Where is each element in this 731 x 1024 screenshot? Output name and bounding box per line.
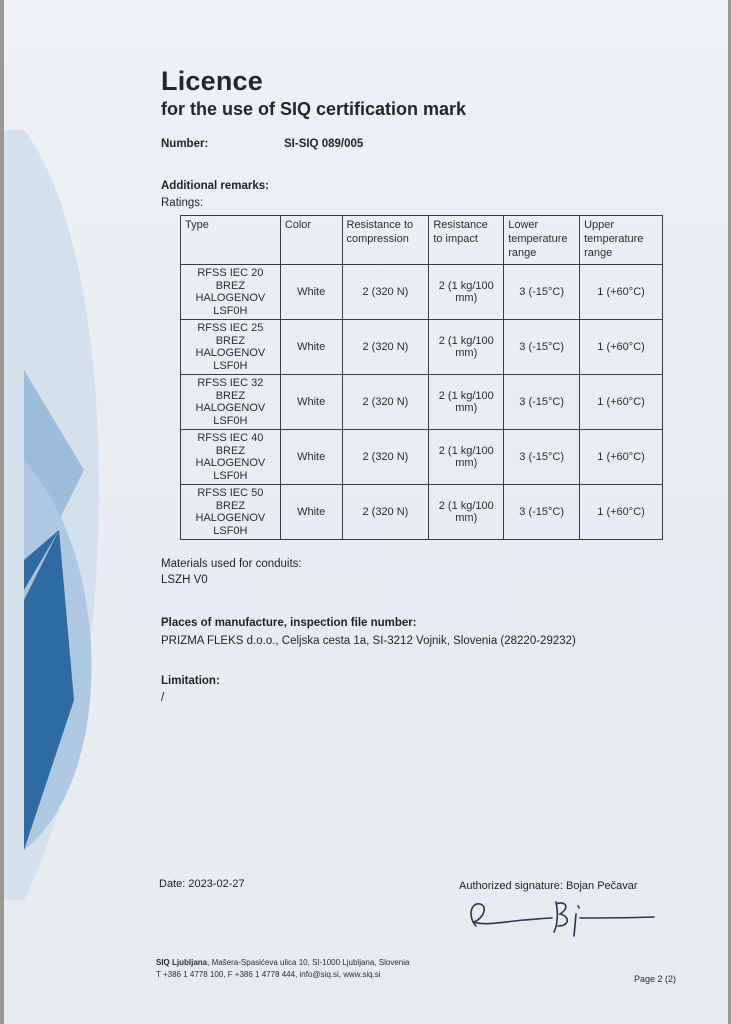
handwritten-signature (462, 896, 662, 940)
cell-upper-temp: 1 (+60°C) (580, 265, 663, 320)
cell-lower-temp: 3 (-15°C) (504, 320, 580, 375)
licence-title: Licence (161, 66, 263, 96)
footer-address (156, 958, 409, 967)
table-row (181, 485, 663, 540)
cell-type: RFSS IEC 40 BREZ HALOGENOV LSF0H (181, 430, 281, 485)
ratings-table (180, 215, 663, 540)
materials-value: LSZH V0 (161, 574, 208, 586)
cell-color: White (280, 320, 342, 375)
cell-lower-temp: 3 (-15°C) (504, 485, 580, 540)
header-upper-temp: Upper temperature range (580, 216, 663, 265)
footer-org: SIQ Ljubljana (156, 958, 208, 967)
number-label: Number: (161, 138, 209, 150)
cell-impact: 2 (1 kg/100 mm) (429, 430, 504, 485)
limitation-label: Limitation: (161, 675, 220, 687)
cell-color: White (280, 265, 342, 320)
manufacture-value: PRIZMA FLEKS d.o.o., Celjska cesta 1a, SI-3212 Vojnik, Slovenia (28220-29232) (161, 635, 576, 647)
header-color: Color (280, 216, 342, 265)
cell-compression: 2 (320 N) (342, 485, 429, 540)
cell-upper-temp: 1 (+60°C) (580, 375, 663, 430)
cell-impact: 2 (1 kg/100 mm) (429, 265, 504, 320)
issue-date: Date: 2023-02-27 (159, 878, 245, 890)
table-header-row (181, 216, 663, 265)
cell-type: RFSS IEC 50 BREZ HALOGENOV LSF0H (181, 485, 281, 540)
authorized-signature-label: Authorized signature: Bojan Pečavar (459, 880, 638, 892)
limitation-value: / (161, 692, 165, 704)
cell-lower-temp: 3 (-15°C) (504, 375, 580, 430)
cell-upper-temp: 1 (+60°C) (580, 320, 663, 375)
materials-label: Materials used for conduits: (161, 558, 302, 570)
cell-compression: 2 (320 N) (342, 375, 429, 430)
header-compression: Resistance to compression (342, 216, 429, 265)
number-value: SI-SIQ 089/005 (284, 138, 364, 150)
cell-type: RFSS IEC 25 BREZ HALOGENOV LSF0H (181, 320, 281, 375)
cell-type: RFSS IEC 20 BREZ HALOGENOV LSF0H (181, 265, 281, 320)
footer-address-text: , Mašera-Spasićeva ulica 10, SI-1000 Ljubljana, Slovenia (207, 958, 410, 967)
header-type: Type (181, 216, 281, 265)
cell-color: White (280, 485, 342, 540)
cell-compression: 2 (320 N) (342, 265, 429, 320)
cell-impact: 2 (1 kg/100 mm) (429, 485, 504, 540)
cell-color: White (280, 375, 342, 430)
table-row (181, 265, 663, 320)
manufacture-label: Places of manufacture, inspection file number: (161, 617, 417, 629)
document-page (4, 0, 728, 1024)
licence-subtitle: for the use of SIQ certification mark (161, 99, 467, 119)
ratings-label: Ratings: (161, 197, 204, 209)
table-row (181, 375, 663, 430)
cell-upper-temp: 1 (+60°C) (580, 430, 663, 485)
header-impact: Resistance to impact (429, 216, 504, 265)
cell-impact: 2 (1 kg/100 mm) (429, 375, 504, 430)
watermark-graphic (4, 0, 124, 1024)
page-number: Page 2 (2) (634, 974, 677, 984)
header-lower-temp: Lower temperature range (504, 216, 580, 265)
cell-compression: 2 (320 N) (342, 430, 429, 485)
additional-remarks-label: Additional remarks: (161, 180, 269, 192)
cell-upper-temp: 1 (+60°C) (580, 485, 663, 540)
table-row (181, 430, 663, 485)
cell-compression: 2 (320 N) (342, 320, 429, 375)
cell-type: RFSS IEC 32 BREZ HALOGENOV LSF0H (181, 375, 281, 430)
cell-lower-temp: 3 (-15°C) (504, 430, 580, 485)
cell-color: White (280, 430, 342, 485)
cell-impact: 2 (1 kg/100 mm) (429, 320, 504, 375)
table-row (181, 320, 663, 375)
cell-lower-temp: 3 (-15°C) (504, 265, 580, 320)
footer-contact: T +386 1 4778 100, F +386 1 4778 444, info@siq.si, www.siq.si (156, 970, 381, 979)
